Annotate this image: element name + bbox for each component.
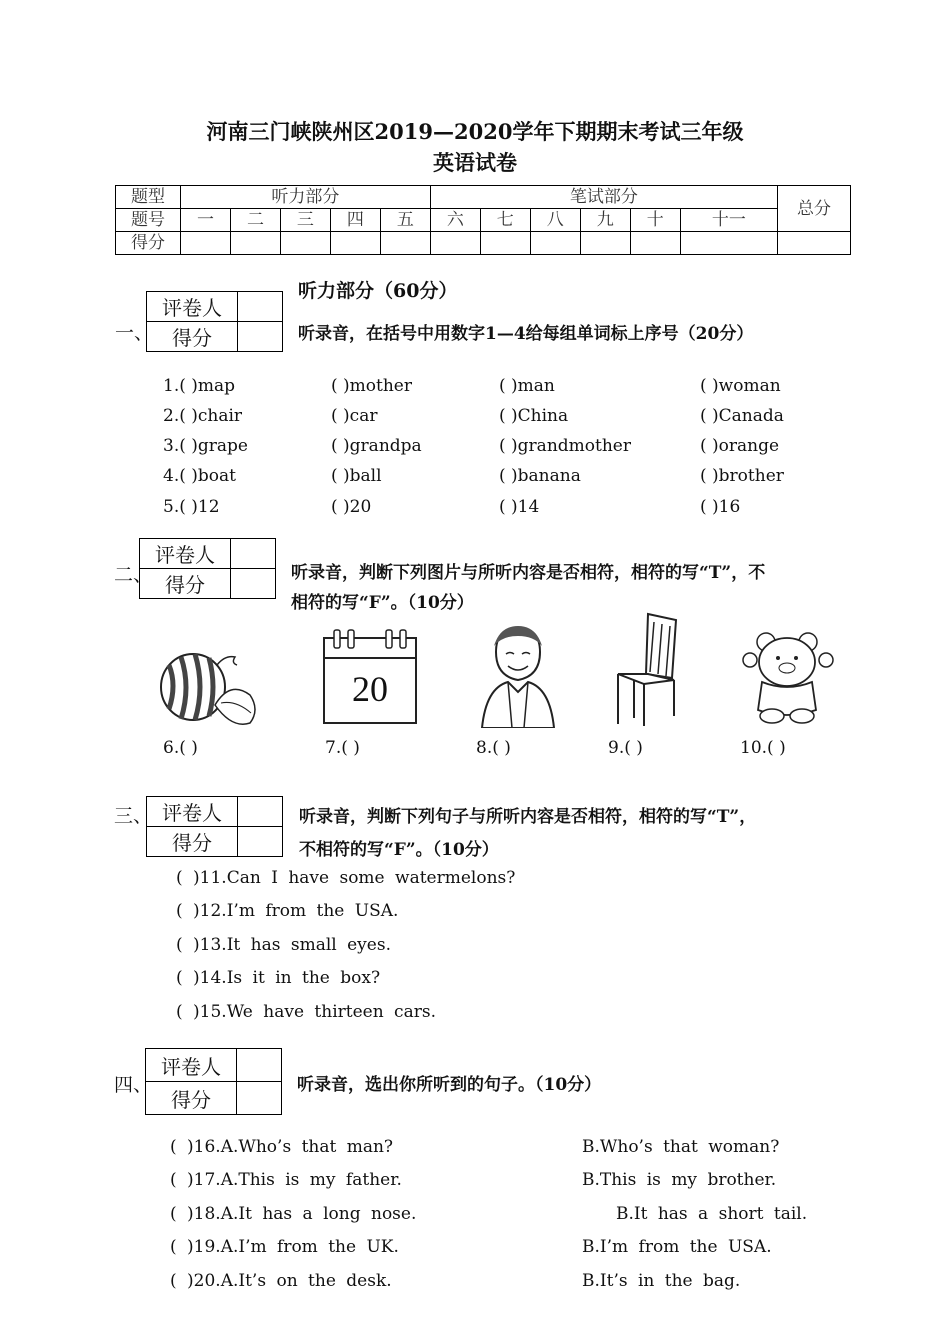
grader-box-1 xyxy=(146,291,283,352)
word-item: 2.( )chair xyxy=(163,406,243,426)
score-cell[interactable] xyxy=(778,232,851,255)
grader-score-cell[interactable] xyxy=(238,322,283,352)
word-item: 5.( )12 xyxy=(163,497,220,517)
reviewer-label: 评卷人 xyxy=(140,539,231,569)
reviewer-cell[interactable] xyxy=(238,292,283,322)
section-number: 五 xyxy=(380,209,430,232)
score-cell[interactable] xyxy=(680,232,777,255)
watermelon-icon xyxy=(155,645,265,725)
score-cell[interactable] xyxy=(330,232,380,255)
section2-instruction-line1: 听录音，判断下列图片与所听内容是否相符，相符的写“T”，不 xyxy=(291,563,766,583)
choice-b: B.It has a short tail. xyxy=(616,1204,808,1224)
exam-title-line2: 英语试卷 xyxy=(433,150,517,175)
section4-instruction: 听录音，选出你所听到的句子。（10分） xyxy=(297,1075,602,1095)
exam-title-line1: 河南三门峡陕州区2019—2020学年下期期末考试三年级 xyxy=(206,119,744,144)
reviewer-label: 评卷人 xyxy=(146,1049,237,1082)
word-item: ( )16 xyxy=(700,497,741,517)
section-number: 八 xyxy=(530,209,580,232)
score-cell[interactable] xyxy=(530,232,580,255)
reviewer-label: 评卷人 xyxy=(147,797,238,827)
word-item: ( )grandpa xyxy=(331,436,422,456)
teddy-bear-icon xyxy=(742,630,834,726)
calendar-number: 20 xyxy=(352,669,388,709)
grader-score-label: 得分 xyxy=(147,827,238,857)
score-cell[interactable] xyxy=(480,232,530,255)
choice-b: B.Who’s that woman? xyxy=(582,1137,780,1157)
choice-b: B.This is my brother. xyxy=(582,1170,777,1190)
sentence-item: ( )11.Can I have some watermelons? xyxy=(176,868,516,888)
grader-score-cell[interactable] xyxy=(231,569,276,599)
score-cell[interactable] xyxy=(181,232,231,255)
word-item: ( )woman xyxy=(700,376,781,396)
choice-a: ( )17.A.This is my father. xyxy=(170,1170,402,1190)
word-item: ( )orange xyxy=(700,436,780,456)
score-cell[interactable] xyxy=(280,232,330,255)
grader-score-label: 得分 xyxy=(146,1082,237,1115)
grader-box-4 xyxy=(145,1048,282,1115)
sentence-item: ( )15.We have thirteen cars. xyxy=(176,1002,436,1022)
section-number: 十 xyxy=(630,209,680,232)
section-number: 六 xyxy=(430,209,480,232)
choice-a: ( )19.A.I’m from the UK. xyxy=(170,1237,399,1257)
written-label: 笔试部分 xyxy=(430,186,777,209)
sentence-item: ( )13.It has small eyes. xyxy=(176,935,391,955)
section3-instruction-line1: 听录音，判断下列句子与所听内容是否相符，相符的写“T”， xyxy=(299,807,757,827)
choice-a: ( )16.A.Who’s that man? xyxy=(170,1137,394,1157)
section-number: 一 xyxy=(181,209,231,232)
word-item: ( )Canada xyxy=(700,406,784,426)
total-label: 总分 xyxy=(778,186,851,232)
sentence-item: ( )14.Is it in the box? xyxy=(176,968,381,988)
chair-icon xyxy=(610,610,685,728)
reviewer-cell[interactable] xyxy=(238,797,283,827)
section1-instruction: 听录音，在括号中用数字1—4给每组单词标上序号（20分） xyxy=(298,324,754,344)
grandfather-icon xyxy=(478,624,556,728)
section3-instruction-line2: 不相符的写“F”。（10分） xyxy=(299,840,499,860)
choice-b: B.It’s in the bag. xyxy=(582,1271,741,1291)
sentence-item: ( )12.I’m from the USA. xyxy=(176,901,399,921)
section2-label: 二、 xyxy=(114,564,153,586)
picture-answer: 7.( ) xyxy=(325,738,360,758)
grader-box-3 xyxy=(146,796,283,857)
word-item: ( )14 xyxy=(499,497,540,517)
word-item: 1.( )map xyxy=(163,376,236,396)
reviewer-cell[interactable] xyxy=(237,1049,282,1082)
grader-score-cell[interactable] xyxy=(238,827,283,857)
score-cell[interactable] xyxy=(430,232,480,255)
listening-heading: 听力部分（60分） xyxy=(298,280,458,302)
score-table xyxy=(115,185,851,255)
section-number: 七 xyxy=(480,209,530,232)
score-cell[interactable] xyxy=(380,232,430,255)
section-number: 二 xyxy=(230,209,280,232)
word-item: 3.( )grape xyxy=(163,436,248,456)
score-cell[interactable] xyxy=(230,232,280,255)
section3-label: 三、 xyxy=(114,805,153,827)
section4-label: 四、 xyxy=(114,1074,153,1096)
grader-score-label: 得分 xyxy=(147,322,238,352)
score-cell[interactable] xyxy=(580,232,630,255)
word-item: ( )20 xyxy=(331,497,372,517)
word-item: ( )banana xyxy=(499,466,581,486)
word-item: ( )grandmother xyxy=(499,436,631,456)
section-number: 九 xyxy=(580,209,630,232)
word-item: ( )brother xyxy=(700,466,784,486)
grader-score-label: 得分 xyxy=(140,569,231,599)
grader-box-2 xyxy=(139,538,276,599)
reviewer-cell[interactable] xyxy=(231,539,276,569)
word-item: ( )car xyxy=(331,406,378,426)
section-number: 四 xyxy=(330,209,380,232)
choice-b: B.I’m from the USA. xyxy=(582,1237,772,1257)
picture-answer: 6.( ) xyxy=(163,738,198,758)
picture-answer: 10.( ) xyxy=(740,738,786,758)
type-label: 题型 xyxy=(116,186,181,209)
word-item: 4.( )boat xyxy=(163,466,236,486)
score-cell[interactable] xyxy=(630,232,680,255)
section-number: 十一 xyxy=(680,209,777,232)
section-number: 三 xyxy=(280,209,330,232)
score-label: 得分 xyxy=(116,232,181,255)
reviewer-label: 评卷人 xyxy=(147,292,238,322)
grader-score-cell[interactable] xyxy=(237,1082,282,1115)
choice-a: ( )20.A.It’s on the desk. xyxy=(170,1271,392,1291)
number-label: 题号 xyxy=(116,209,181,232)
word-item: ( )mother xyxy=(331,376,412,396)
section1-label: 一、 xyxy=(115,322,154,344)
picture-answer: 8.( ) xyxy=(476,738,511,758)
section2-instruction-line2: 相符的写“F”。（10分） xyxy=(291,593,474,613)
picture-answer: 9.( ) xyxy=(608,738,643,758)
choice-a: ( )18.A.It has a long nose. xyxy=(170,1204,417,1224)
listening-label: 听力部分 xyxy=(181,186,431,209)
word-item: ( )ball xyxy=(331,466,382,486)
word-item: ( )China xyxy=(499,406,569,426)
word-item: ( )man xyxy=(499,376,555,396)
